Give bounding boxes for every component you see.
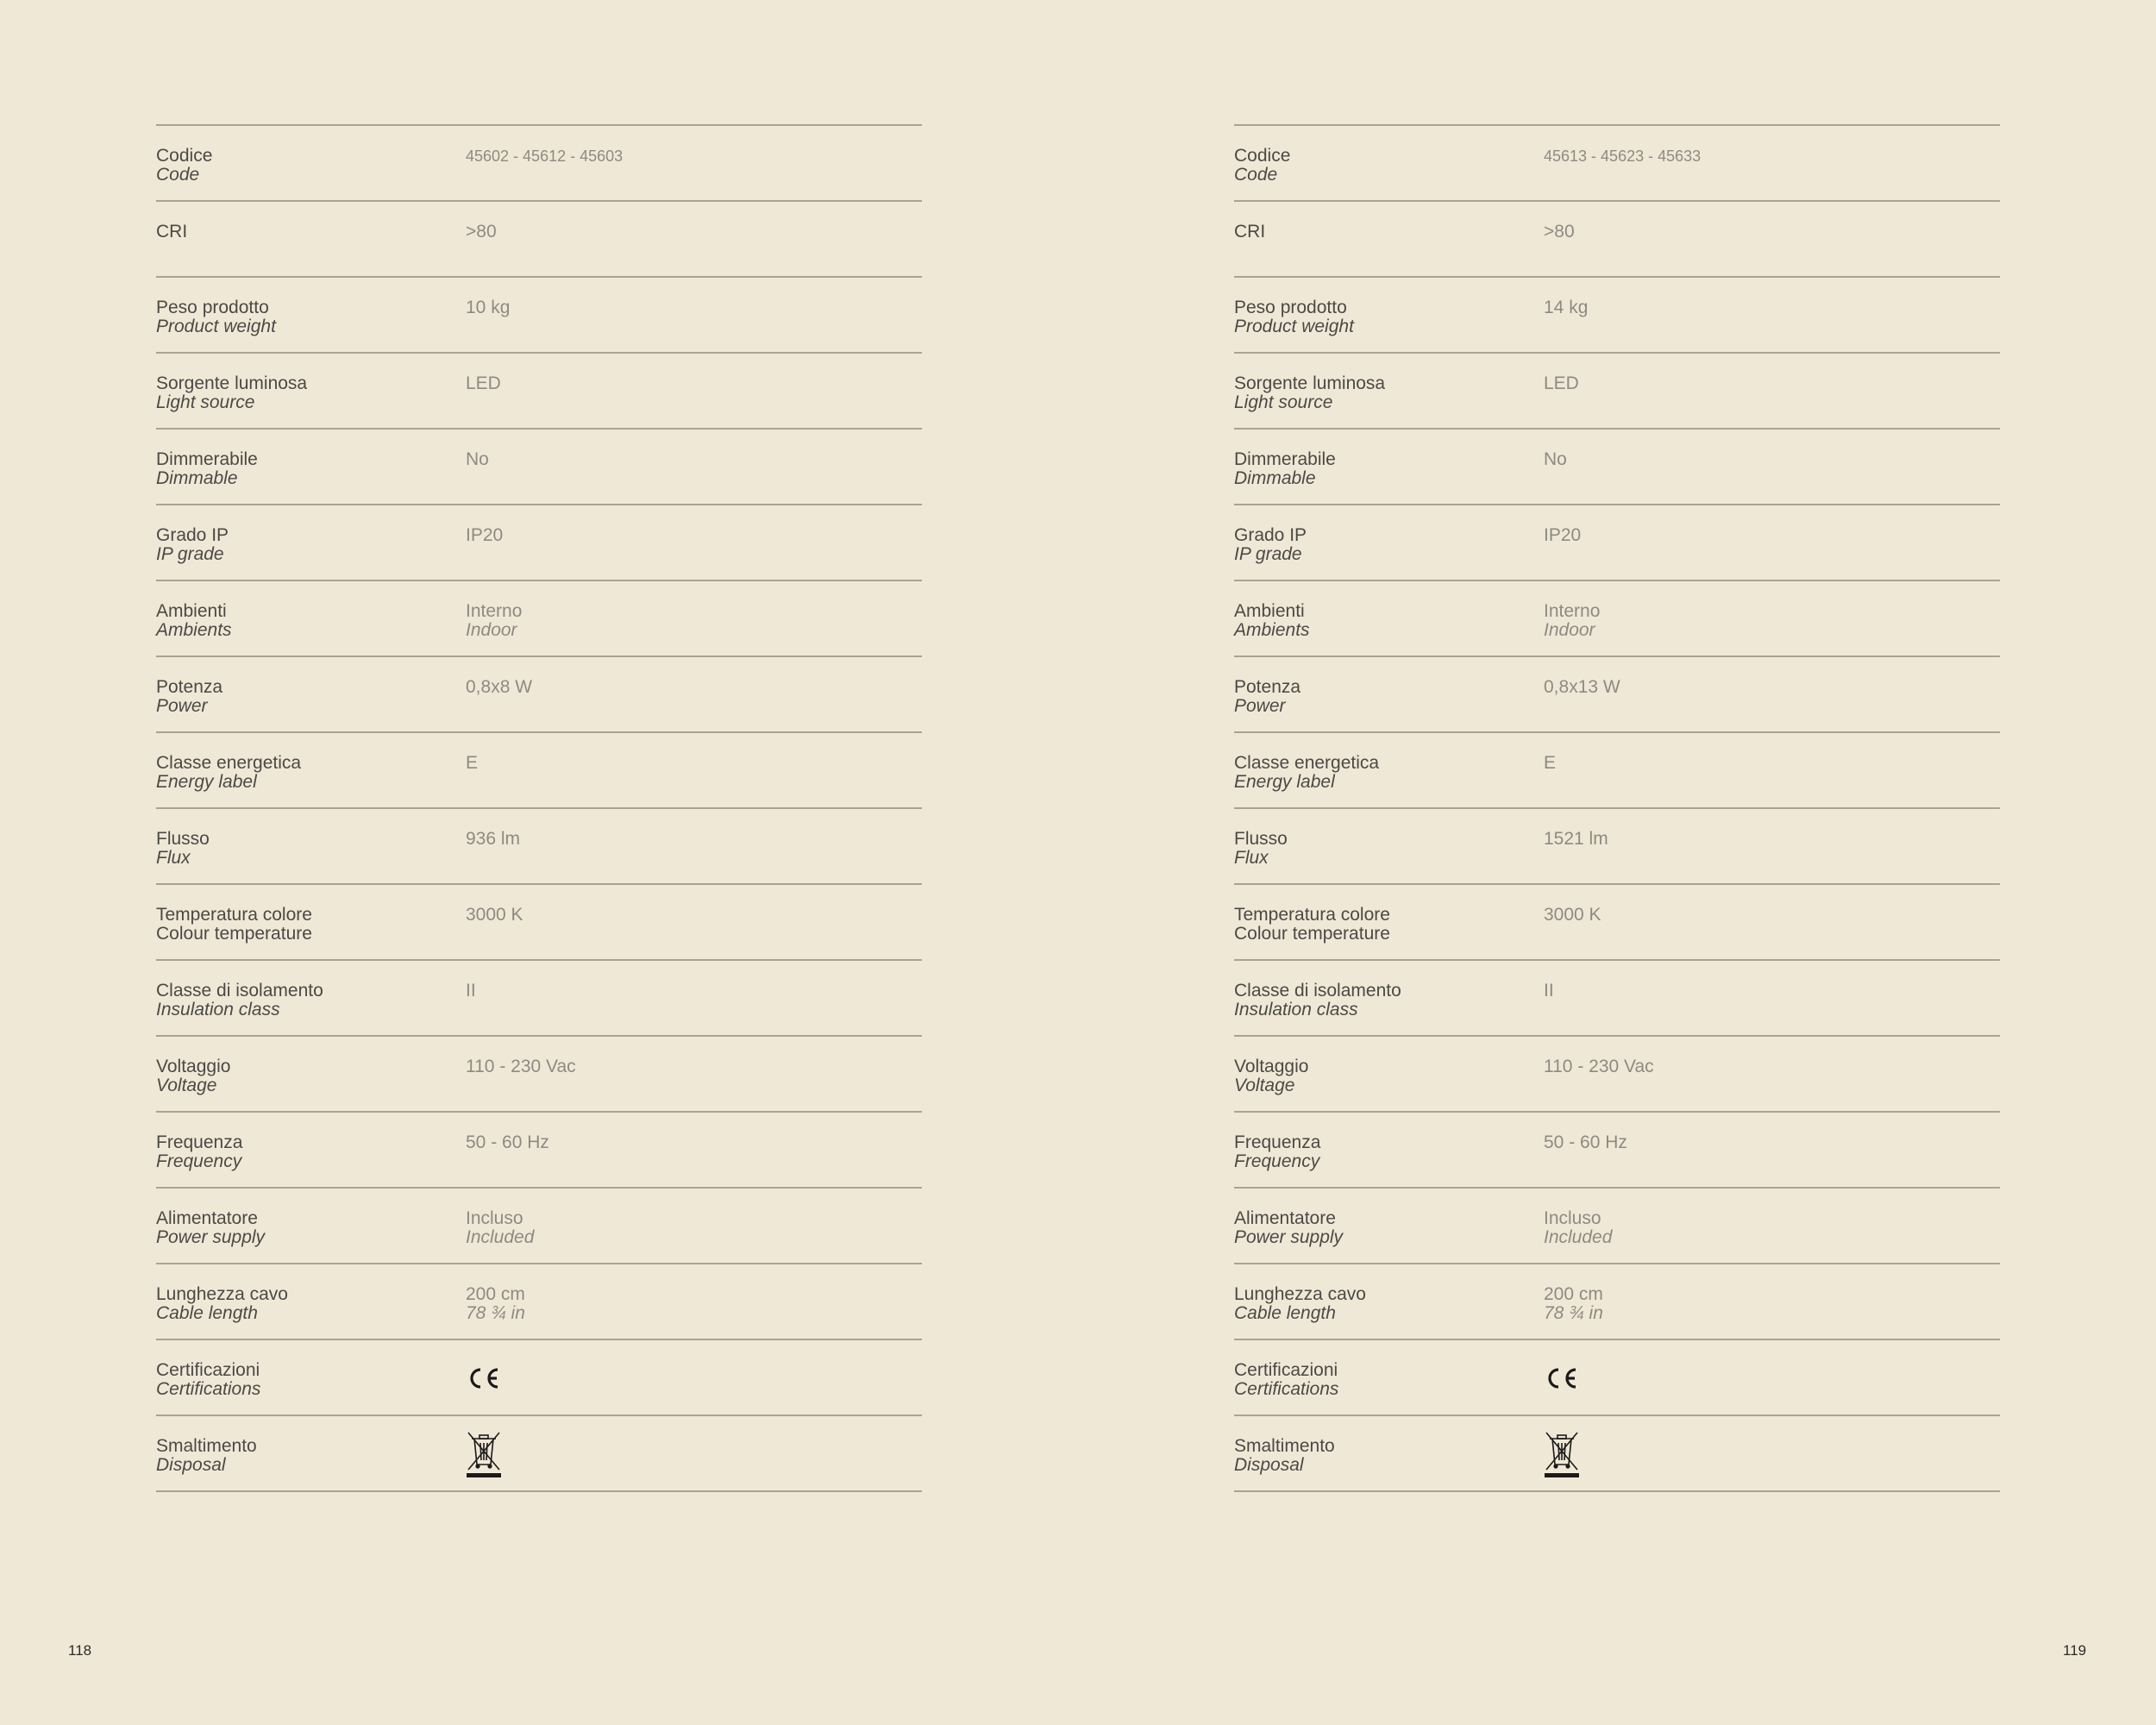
- spec-value: [466, 678, 914, 697]
- label-italian: Grado IP: [1234, 525, 1307, 545]
- spec-value: [466, 450, 914, 469]
- spec-row-flusso: [156, 809, 922, 885]
- spec-value: [466, 526, 914, 545]
- spec-value: [1544, 1057, 1992, 1076]
- label-english: Light source: [156, 392, 255, 412]
- spec-row-ambienti: [156, 581, 922, 657]
- spec-value: [466, 754, 914, 773]
- label-english: Code: [1234, 165, 1278, 185]
- spec-label: [1234, 1361, 1527, 1399]
- label-english: Light source: [1234, 392, 1333, 412]
- label-english: IP grade: [1234, 544, 1302, 564]
- spec-label: [156, 678, 449, 716]
- value-primary: E: [466, 753, 479, 773]
- spec-row-dimmerabile: [1234, 430, 2000, 505]
- spec-label: [156, 374, 449, 412]
- spec-label: [1234, 754, 1527, 792]
- spec-value: [1544, 374, 1992, 393]
- label-english: Power: [1234, 696, 1286, 716]
- spec-label: [156, 1437, 449, 1475]
- label-english: Energy label: [1234, 772, 1335, 792]
- spec-row-grado-ip: [1234, 505, 2000, 581]
- label-english: Insulation class: [156, 1000, 280, 1019]
- spec-label: [156, 602, 449, 640]
- spec-value: [466, 298, 914, 317]
- value-primary: IP20: [1544, 525, 1582, 545]
- spec-value: [1544, 830, 1992, 849]
- label-italian: CRI: [1234, 222, 1266, 242]
- spec-row-certificazioni: [156, 1340, 922, 1416]
- spec-value: [1544, 1285, 1992, 1323]
- spec-row-frequenza: [156, 1113, 922, 1189]
- spec-row-sorgente-luminosa: [1234, 354, 2000, 430]
- value-primary: 50 - 60 Hz: [466, 1132, 549, 1152]
- spec-row-classe-energetica: [1234, 733, 2000, 809]
- spec-label: [156, 223, 449, 242]
- value-primary: 45613 - 45623 - 45633: [1544, 147, 1702, 165]
- value-primary: Incluso: [466, 1208, 523, 1228]
- spec-row-codice: [156, 126, 922, 202]
- spec-row-smaltimento: [1234, 1416, 2000, 1492]
- spec-label: [156, 298, 449, 336]
- spec-label: [156, 147, 449, 185]
- spec-label: [1234, 1133, 1527, 1171]
- value-primary: 110 - 230 Vac: [1544, 1057, 1654, 1076]
- value-primary: No: [1544, 449, 1567, 469]
- label-english: Disposal: [1234, 1455, 1304, 1475]
- spec-value: [466, 147, 914, 166]
- spec-row-codice: [1234, 126, 2000, 202]
- spec-row-lunghezza-cavo: [156, 1264, 922, 1340]
- value-primary: 1521 lm: [1544, 829, 1608, 849]
- label-italian: Ambienti: [1234, 601, 1305, 621]
- weee-crossed-bin-icon: [1544, 1430, 1580, 1484]
- label-italian: Sorgente luminosa: [1234, 373, 1386, 393]
- label-italian: Flusso: [156, 829, 210, 849]
- spec-label: [1234, 678, 1527, 716]
- label-english: Voltage: [1234, 1076, 1295, 1095]
- spec-row-frequenza: [1234, 1113, 2000, 1189]
- label-italian: Sorgente luminosa: [156, 373, 308, 393]
- label-english: Colour temperature: [1234, 924, 1390, 944]
- label-english: Insulation class: [1234, 1000, 1358, 1019]
- label-italian: CRI: [156, 222, 188, 242]
- value-primary: II: [466, 981, 476, 1000]
- spec-row-voltaggio: [156, 1037, 922, 1113]
- label-english: Ambients: [156, 620, 232, 640]
- spec-row-temperatura-colore: [156, 885, 922, 961]
- label-italian: Frequenza: [156, 1132, 243, 1152]
- spec-value: [466, 602, 914, 640]
- spec-value: [1544, 223, 1992, 242]
- label-english: Energy label: [156, 772, 257, 792]
- spec-row-classe-di-isolamento: [1234, 961, 2000, 1037]
- spec-table-left: [156, 124, 922, 1492]
- page-number-left: 118: [68, 1642, 92, 1659]
- value-primary: 3000 K: [466, 905, 523, 925]
- label-english: Power: [156, 696, 208, 716]
- label-english: Product weight: [1234, 317, 1354, 336]
- spec-value: [1544, 602, 1992, 640]
- label-italian: Certificazioni: [1234, 1360, 1338, 1380]
- spec-row-peso-prodotto: [1234, 278, 2000, 354]
- label-italian: Dimmerabile: [1234, 449, 1336, 469]
- label-english: Product weight: [156, 317, 276, 336]
- spec-label: [1234, 1285, 1527, 1323]
- spec-row-cri: [1234, 202, 2000, 278]
- value-primary: 200 cm: [466, 1284, 525, 1304]
- weee-crossed-bin-icon: [466, 1430, 502, 1484]
- label-english: Ambients: [1234, 620, 1310, 640]
- value-primary: >80: [466, 222, 497, 242]
- spec-row-classe-energetica: [156, 733, 922, 809]
- label-english: Frequency: [1234, 1151, 1320, 1171]
- label-english: Certifications: [156, 1379, 261, 1399]
- value-primary: Interno: [466, 601, 523, 621]
- label-italian: Lunghezza cavo: [1234, 1284, 1366, 1304]
- label-italian: Frequenza: [1234, 1132, 1321, 1152]
- value-primary: 14 kg: [1544, 298, 1589, 317]
- label-italian: Classe energetica: [1234, 753, 1380, 773]
- spec-value: [1544, 147, 1992, 166]
- spec-row-alimentatore: [156, 1189, 922, 1264]
- label-italian: Lunghezza cavo: [156, 1284, 288, 1304]
- label-english: Code: [156, 165, 200, 185]
- label-italian: Dimmerabile: [156, 449, 258, 469]
- spec-table-right: [1234, 124, 2000, 1492]
- label-italian: Grado IP: [156, 525, 229, 545]
- label-italian: Potenza: [1234, 677, 1301, 697]
- spec-label: [1234, 906, 1527, 944]
- spec-row-flusso: [1234, 809, 2000, 885]
- label-english: Dimmable: [156, 468, 238, 488]
- spec-value: [1544, 298, 1992, 317]
- label-italian: Classe di isolamento: [1234, 981, 1401, 1000]
- page-number-right: 119: [2063, 1642, 2087, 1659]
- spec-value: [1544, 678, 1992, 697]
- spec-row-potenza: [1234, 657, 2000, 733]
- spec-value: [1544, 450, 1992, 469]
- spec-row-certificazioni: [1234, 1340, 2000, 1416]
- value-primary: No: [466, 449, 489, 469]
- spec-label: [156, 830, 449, 868]
- label-italian: Classe energetica: [156, 753, 302, 773]
- label-italian: Temperatura colore: [1234, 905, 1390, 925]
- spec-label: [156, 1133, 449, 1171]
- label-english: Power supply: [156, 1227, 266, 1247]
- label-italian: Peso prodotto: [1234, 298, 1347, 317]
- spec-label: [156, 1361, 449, 1399]
- value-primary: IP20: [466, 525, 504, 545]
- spec-row-ambienti: [1234, 581, 2000, 657]
- value-primary: 10 kg: [466, 298, 511, 317]
- spec-value: [1544, 526, 1992, 545]
- spec-value: [466, 982, 914, 1000]
- spec-row-cri: [156, 202, 922, 278]
- spec-value: [1544, 754, 1992, 773]
- spec-value: [1544, 906, 1992, 925]
- label-english: Dimmable: [1234, 468, 1316, 488]
- spec-label: [1234, 526, 1527, 564]
- ce-mark-icon: [466, 1366, 500, 1395]
- value-primary: 45602 - 45612 - 45603: [466, 147, 624, 165]
- value-english: 78 ¾ in: [466, 1303, 525, 1323]
- label-english: Cable length: [1234, 1303, 1336, 1323]
- label-italian: Codice: [156, 146, 213, 166]
- spec-value: [1544, 1209, 1992, 1247]
- value-primary: 0,8x13 W: [1544, 677, 1620, 697]
- label-english: Frequency: [156, 1151, 242, 1171]
- spec-value: [1544, 982, 1992, 1000]
- spec-value: [1544, 1133, 1992, 1152]
- label-italian: Flusso: [1234, 829, 1288, 849]
- spec-row-alimentatore: [1234, 1189, 2000, 1264]
- spec-label: [1234, 1057, 1527, 1095]
- label-italian: Voltaggio: [1234, 1057, 1309, 1076]
- spec-label: [156, 982, 449, 1019]
- spec-row-grado-ip: [156, 505, 922, 581]
- value-english: 78 ¾ in: [1544, 1303, 1603, 1323]
- spec-label: [156, 1285, 449, 1323]
- value-english: Included: [1544, 1227, 1613, 1247]
- label-italian: Ambienti: [156, 601, 227, 621]
- spec-value: [466, 223, 914, 242]
- value-primary: 3000 K: [1544, 905, 1601, 925]
- value-primary: >80: [1544, 222, 1575, 242]
- spec-value: [466, 1285, 914, 1323]
- label-italian: Alimentatore: [156, 1208, 258, 1228]
- label-english: Voltage: [156, 1076, 217, 1095]
- ce-mark-icon: [1544, 1366, 1578, 1395]
- spec-label: [1234, 982, 1527, 1019]
- label-english: IP grade: [156, 544, 224, 564]
- value-primary: 200 cm: [1544, 1284, 1603, 1304]
- label-english: Disposal: [156, 1455, 226, 1475]
- spec-value: [466, 374, 914, 393]
- label-italian: Classe di isolamento: [156, 981, 323, 1000]
- spec-row-potenza: [156, 657, 922, 733]
- value-primary: 936 lm: [466, 829, 521, 849]
- label-italian: Alimentatore: [1234, 1208, 1336, 1228]
- spec-label: [1234, 223, 1527, 242]
- label-english: Cable length: [156, 1303, 258, 1323]
- spec-label: [156, 906, 449, 944]
- label-english: Flux: [1234, 848, 1269, 868]
- spec-label: [156, 526, 449, 564]
- spec-value: [466, 906, 914, 925]
- value-primary: Interno: [1544, 601, 1601, 621]
- spec-row-classe-di-isolamento: [156, 961, 922, 1037]
- value-english: Indoor: [466, 620, 517, 640]
- label-italian: Potenza: [156, 677, 223, 697]
- value-primary: Incluso: [1544, 1208, 1601, 1228]
- spec-label: [1234, 298, 1527, 336]
- spec-row-smaltimento: [156, 1416, 922, 1492]
- spec-label: [156, 450, 449, 488]
- value-primary: II: [1544, 981, 1554, 1000]
- spec-label: [156, 1209, 449, 1247]
- value-english: Included: [466, 1227, 535, 1247]
- value-primary: 50 - 60 Hz: [1544, 1132, 1627, 1152]
- spec-label: [156, 1057, 449, 1095]
- value-primary: E: [1544, 753, 1557, 773]
- value-english: Indoor: [1544, 620, 1595, 640]
- label-italian: Certificazioni: [156, 1360, 260, 1380]
- value-primary: 0,8x8 W: [466, 677, 533, 697]
- label-italian: Peso prodotto: [156, 298, 269, 317]
- label-italian: Voltaggio: [156, 1057, 231, 1076]
- spec-label: [1234, 1437, 1527, 1475]
- spec-row-temperatura-colore: [1234, 885, 2000, 961]
- spec-label: [1234, 602, 1527, 640]
- spec-row-peso-prodotto: [156, 278, 922, 354]
- label-italian: Smaltimento: [1234, 1436, 1335, 1456]
- value-primary: LED: [1544, 373, 1579, 393]
- spec-label: [1234, 374, 1527, 412]
- spec-label: [156, 754, 449, 792]
- label-english: Certifications: [1234, 1379, 1339, 1399]
- spec-row-voltaggio: [1234, 1037, 2000, 1113]
- spec-row-lunghezza-cavo: [1234, 1264, 2000, 1340]
- spec-value: [466, 1057, 914, 1076]
- label-english: Power supply: [1234, 1227, 1344, 1247]
- label-italian: Smaltimento: [156, 1436, 257, 1456]
- value-primary: 110 - 230 Vac: [466, 1057, 576, 1076]
- label-english: Flux: [156, 848, 191, 868]
- spec-label: [1234, 450, 1527, 488]
- spec-label: [1234, 1209, 1527, 1247]
- label-english: Colour temperature: [156, 924, 312, 944]
- spec-value: [466, 1209, 914, 1247]
- label-italian: Temperatura colore: [156, 905, 312, 925]
- spec-label: [1234, 830, 1527, 868]
- spec-value: [466, 830, 914, 849]
- spec-label: [1234, 147, 1527, 185]
- spec-row-sorgente-luminosa: [156, 354, 922, 430]
- value-primary: LED: [466, 373, 501, 393]
- spec-value: [466, 1133, 914, 1152]
- label-italian: Codice: [1234, 146, 1291, 166]
- spec-row-dimmerabile: [156, 430, 922, 505]
